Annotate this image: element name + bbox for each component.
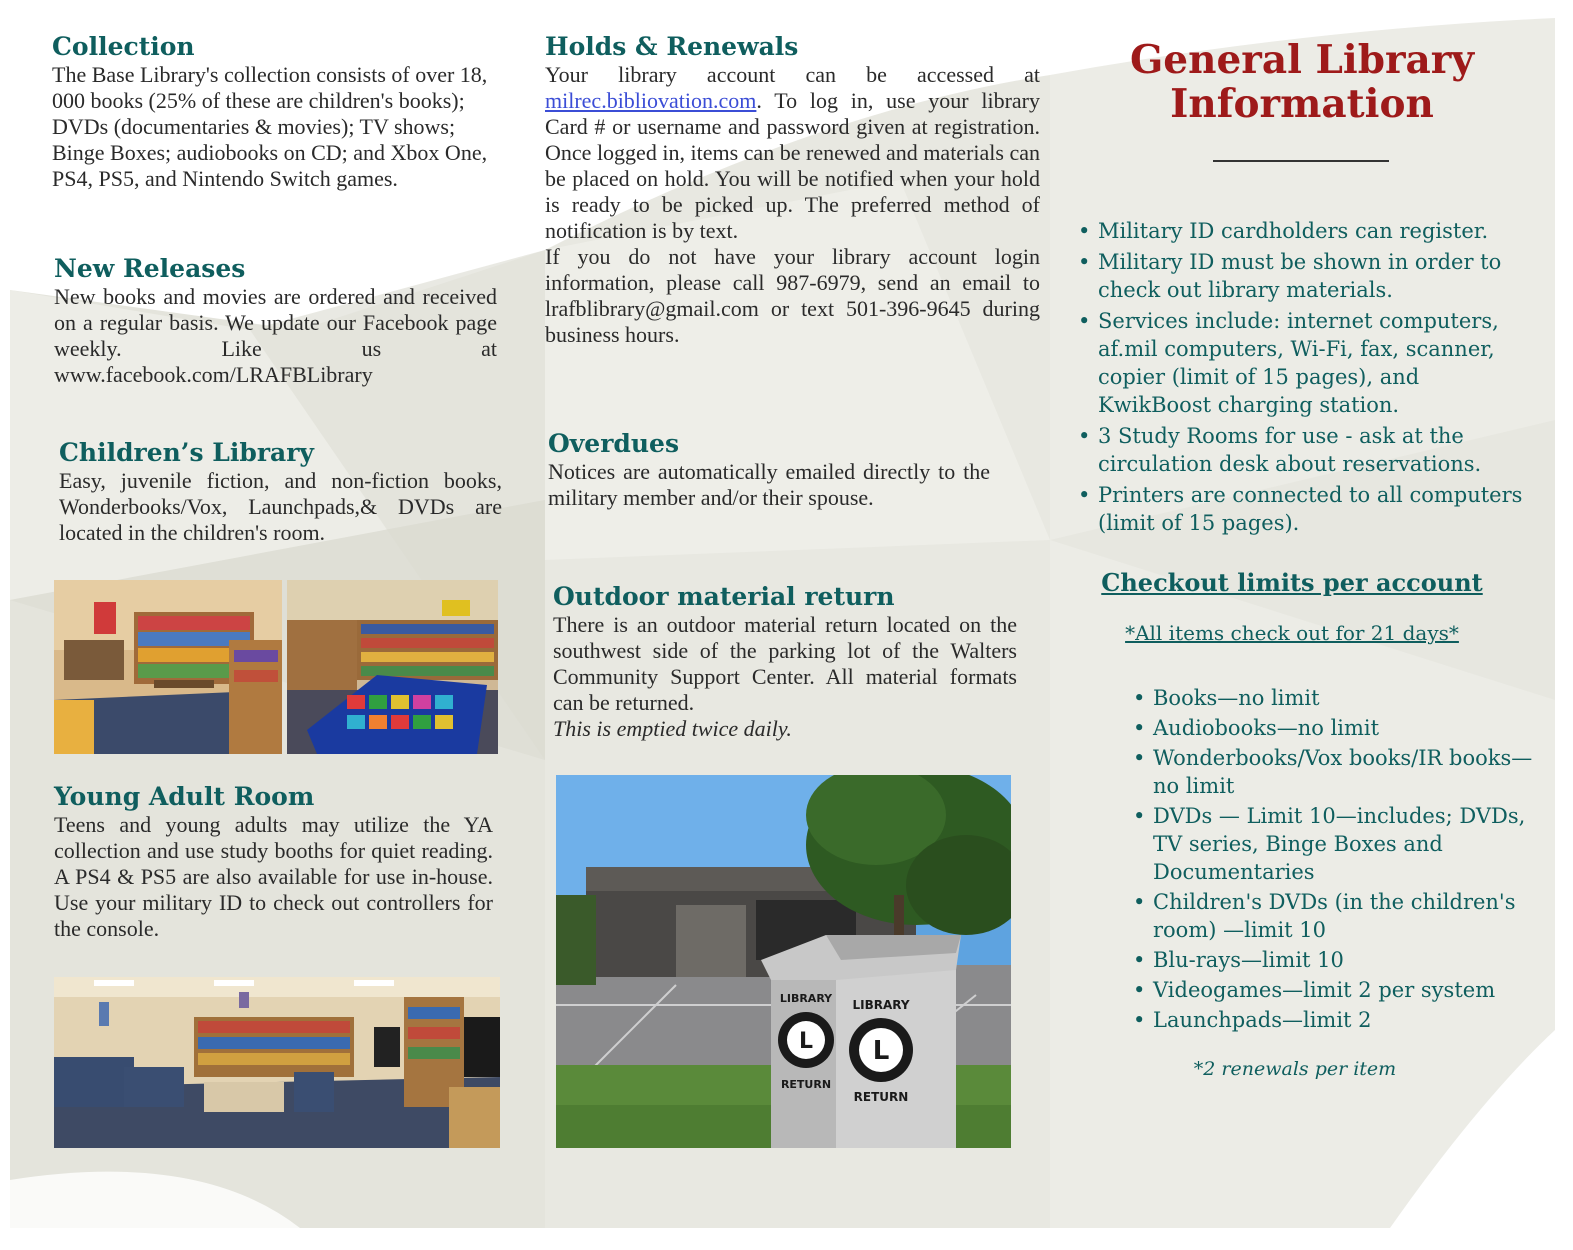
- collection-text: The Base Library's collection consists of over 18, 000 books (25% of these are children's books); DVDs (documentaries & movies); TV shows; Binge Boxes; audiobooks on CD; and Xbox One, PS4, PS5, and Nintendo Switch games.: [52, 62, 488, 191]
- limit-item: [1133, 976, 1533, 1004]
- limit-item: [1133, 744, 1533, 800]
- new-releases-text: New books and movies are ordered and received on a regular basis. We update our Facebook page weekly. Like us at www.facebook.com/LRAFBLibrary: [54, 284, 497, 387]
- outdoor-return-section: [553, 582, 1017, 742]
- bullet-icon: •: [1078, 250, 1091, 274]
- info-list: [1078, 217, 1528, 540]
- holds-text-prefix: Your library account can be accessed at: [545, 62, 1040, 87]
- limit-item-text: Blu-rays—limit 10: [1153, 948, 1344, 972]
- limit-item-text: Wonderbooks/Vox books/IR books—no limit: [1153, 746, 1533, 798]
- checkout-period-note: *All items check out for 21 days*: [1125, 621, 1459, 645]
- overdues-heading: Overdues: [548, 429, 680, 458]
- return-box-logo-1: L: [798, 1029, 814, 1054]
- childrens-library-text: Easy, juvenile fiction, and non-fiction books, Wonderbooks/Vox, Launchpads,& DVDs are located in the children's room.: [59, 468, 502, 545]
- account-link[interactable]: milrec.bibliovation.com: [545, 88, 757, 113]
- info-item-text: Military ID cardholders can register.: [1098, 219, 1489, 243]
- bullet-icon: •: [1133, 978, 1146, 1002]
- limit-item-text: DVDs — Limit 10—includes; DVDs, TV series, Binge Boxes and Documentaries: [1153, 804, 1526, 884]
- collection-heading: Collection: [52, 32, 195, 61]
- holds-text-suffix: . To log in, use your library Card # or username and password given at registration. Once logged in, items can be renewed and materials can be placed on hold. You will be notified when your hold is ready to be picked up. The preferred method of notification is by text.: [545, 88, 1040, 243]
- holds-renewals-text: [545, 62, 1040, 244]
- info-item: [1078, 481, 1528, 537]
- limit-item-text: Launchpads—limit 2: [1153, 1008, 1372, 1032]
- general-info-title: General Library Information: [1129, 37, 1475, 127]
- info-item: [1078, 248, 1528, 304]
- outdoor-return-text: There is an outdoor material return located on the southwest side of the parking lot of the Walters Community Support Center. All material formats can be returned.: [553, 612, 1017, 715]
- young-adult-room-photo: [54, 977, 500, 1148]
- bullet-icon: •: [1133, 716, 1146, 740]
- new-releases-heading: New Releases: [54, 254, 246, 283]
- bullet-icon: •: [1078, 219, 1091, 243]
- checkout-limits-list: [1133, 684, 1533, 1036]
- limit-item: [1133, 946, 1533, 974]
- holds-contact-text: If you do not have your library account login information, please call 987-6979, send an email to lrafblibrary@gmail.com or text 501-396-9645 during business hours.: [545, 244, 1040, 347]
- bullet-icon: •: [1133, 890, 1146, 914]
- renewals-note: *2 renewals per item: [1193, 1058, 1397, 1080]
- outdoor-return-note: This is emptied twice daily.: [553, 716, 792, 741]
- bullet-icon: •: [1133, 948, 1146, 972]
- holds-renewals-heading: Holds & Renewals: [545, 32, 799, 61]
- limit-item: [1133, 714, 1533, 742]
- bullet-icon: •: [1133, 804, 1146, 828]
- bullet-icon: •: [1133, 1008, 1146, 1032]
- young-adult-section: [54, 782, 493, 942]
- checkout-limits-title: Checkout limits per account: [1101, 568, 1483, 597]
- info-item-text: Printers are connected to all computers (limit of 15 pages).: [1098, 483, 1523, 535]
- info-item-text: Military ID must be shown in order to check out library materials.: [1098, 250, 1502, 302]
- return-box-sign-bottom-1: RETURN: [780, 1078, 832, 1091]
- limit-item-text: Children's DVDs (in the children's room) —limit 10: [1153, 890, 1516, 942]
- collection-section: [52, 32, 497, 192]
- childrens-library-section: [59, 438, 502, 546]
- childrens-room-photo-2: [287, 580, 498, 754]
- overdues-text: Notices are automatically emailed directly to the military member and/or their spouse.: [548, 459, 990, 510]
- overdues-section: [548, 429, 990, 511]
- info-item-text: Services include: internet computers, af.mil computers, Wi-Fi, fax, scanner, copier (limit of 15 pages), and KwikBoost charging station.: [1098, 309, 1499, 417]
- young-adult-text: Teens and young adults may utilize the YA collection and use study booths for quiet reading. A PS4 & PS5 are also available for use in-house. Use your military ID to check out controllers for the console.: [54, 812, 493, 941]
- bullet-icon: •: [1133, 746, 1146, 770]
- limit-item-text: Videogames—limit 2 per system: [1153, 978, 1496, 1002]
- limit-item: [1133, 888, 1533, 944]
- childrens-library-heading: Children’s Library: [59, 438, 314, 467]
- info-item: [1078, 307, 1528, 419]
- outdoor-return-photo: [556, 775, 1011, 1148]
- new-releases-section: [54, 254, 497, 388]
- limit-item: [1133, 684, 1533, 712]
- info-item: [1078, 217, 1528, 245]
- bullet-icon: •: [1078, 424, 1091, 448]
- bullet-icon: •: [1133, 686, 1146, 710]
- limit-item: [1133, 1006, 1533, 1034]
- info-item: [1078, 422, 1528, 478]
- title-divider: [1213, 160, 1389, 162]
- limit-item: [1133, 802, 1533, 886]
- bullet-icon: •: [1078, 309, 1091, 333]
- return-box-sign-bottom-2: RETURN: [853, 1090, 909, 1104]
- outdoor-return-photo-art: [556, 775, 1011, 1148]
- return-box-sign-top-1: LIBRARY: [779, 992, 833, 1005]
- outdoor-return-heading: Outdoor material return: [553, 582, 895, 611]
- limit-item-text: Audiobooks—no limit: [1153, 716, 1380, 740]
- childrens-room-photo-1: [54, 580, 282, 754]
- return-box-sign-top-2: LIBRARY: [852, 998, 910, 1012]
- return-box-logo-2: L: [872, 1036, 890, 1066]
- holds-renewals-section: [545, 32, 1040, 348]
- young-adult-heading: Young Adult Room: [54, 782, 315, 811]
- limit-item-text: Books—no limit: [1153, 686, 1320, 710]
- bullet-icon: •: [1078, 483, 1091, 507]
- info-item-text: 3 Study Rooms for use - ask at the circulation desk about reservations.: [1098, 424, 1482, 476]
